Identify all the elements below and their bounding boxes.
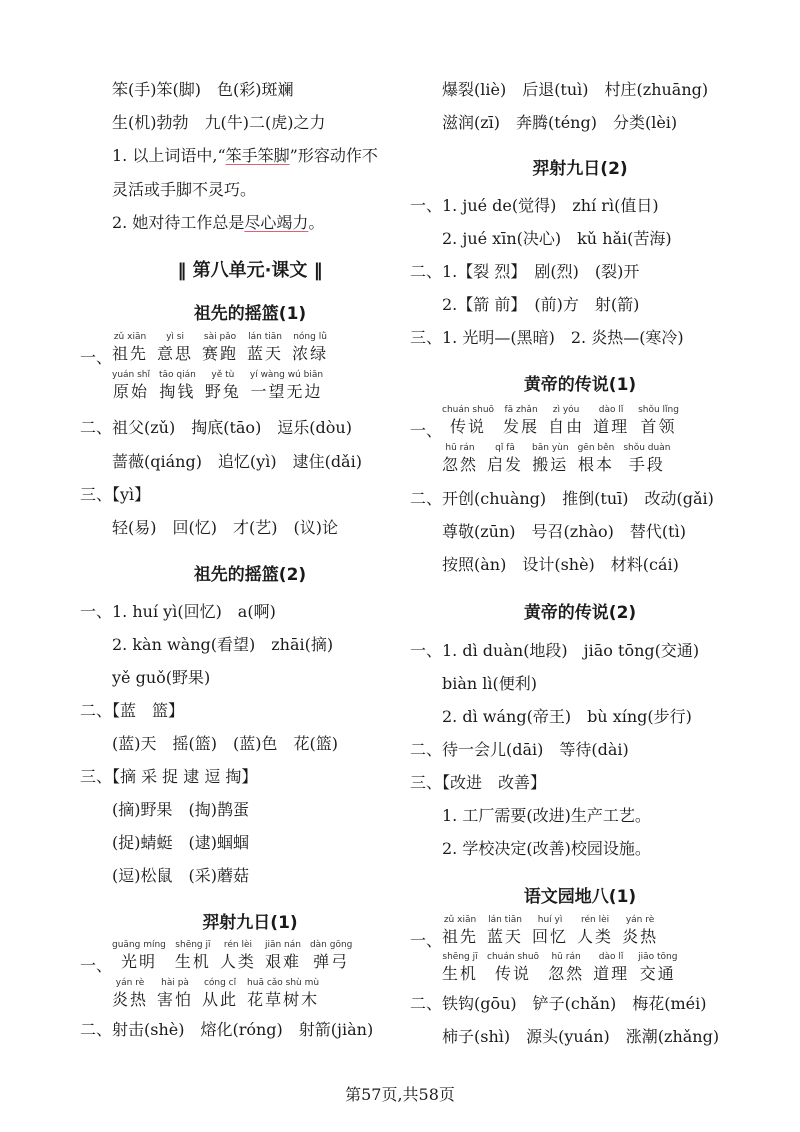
pinyin-word	[593, 405, 629, 438]
question-number: 一、	[410, 421, 443, 440]
pinyin-word	[487, 952, 539, 985]
answer-line: (捉)蜻蜓 (逮)蝈蝈	[112, 833, 249, 852]
question-3-line-2: 轻(易) 回(忆) 才(艺) (议)论	[112, 518, 338, 537]
hanzi-text: 道理	[593, 964, 630, 983]
pinyin-word	[112, 978, 148, 1011]
note-2-prefix: 2. 她对待工作总是	[112, 213, 245, 232]
section-title-zuxian-2: 祖先的摇篮(2)	[193, 565, 307, 585]
pinyin-text: chuán shuō	[487, 952, 540, 962]
pinyin-row	[442, 443, 679, 487]
hanzi-text: 原始	[113, 382, 150, 401]
hanzi-text: 炎热	[112, 990, 149, 1009]
pinyin-word	[250, 370, 323, 403]
hanzi-text: 掏钱	[159, 382, 196, 401]
pinyin-text: lán tiān	[248, 332, 282, 342]
answer-line: 一、1. jué de(觉得) zhí rì(值日)	[410, 196, 659, 215]
pinyin-text: huí yì	[537, 915, 563, 925]
hanzi-text: 搬运	[532, 455, 569, 474]
answer-line: 二、【蓝 篮】	[80, 701, 185, 720]
hanzi-text: 传说	[495, 964, 532, 983]
hanzi-text: 赛跑	[202, 344, 239, 363]
hanzi-text: 发展	[503, 417, 540, 436]
question-2-line-1: 二、祖父(zǔ) 掏底(tāo) 逗乐(dòu)	[80, 418, 352, 437]
pinyin-word	[157, 332, 193, 365]
pinyin-text: tāo qián	[159, 370, 196, 380]
pinyin-word	[442, 405, 494, 438]
pinyin-word	[532, 915, 568, 948]
pinyin-text: dào lǐ	[598, 952, 624, 962]
pinyin-word	[578, 443, 615, 476]
question-2-line-2: 柿子(shì) 源头(yuán) 涨潮(zhǎng)	[442, 1027, 720, 1046]
hanzi-text: 蓝天	[247, 344, 284, 363]
pinyin-word	[265, 940, 301, 973]
pinyin-text: jiāo tōng	[638, 952, 678, 962]
note-2-emph: 尽心竭力	[244, 213, 309, 232]
pinyin-text: yán rè	[625, 915, 655, 925]
pinyin-word	[112, 332, 148, 365]
pinyin-word	[577, 915, 613, 948]
hanzi-text: 祖先	[442, 927, 479, 946]
note-1-suffix: ”形容动作不	[289, 146, 378, 165]
hanzi-text: 花草树木	[247, 990, 320, 1009]
hanzi-text: 生机	[442, 964, 479, 983]
pinyin-text: bān yùn	[532, 443, 569, 453]
pinyin-text: rén lèi	[223, 940, 252, 950]
answer-line: (蓝)天 摇(篮) (蓝)色 花(篮)	[112, 734, 338, 753]
hanzi-text: 弹弓	[313, 952, 350, 971]
hanzi-text: 炎热	[622, 927, 659, 946]
pinyin-text: zǔ xiān	[113, 332, 147, 342]
pinyin-word	[175, 940, 211, 973]
hanzi-text: 人类	[219, 952, 256, 971]
idiom-line-2: 生(机)勃勃 九(牛)二(虎)之力	[112, 113, 326, 132]
hanzi-text: 忽然	[548, 964, 585, 983]
question-2-line: 二、射击(shè) 熔化(róng) 射箭(jiàn)	[80, 1020, 374, 1039]
answer-line: 1. 工厂需要(改进)生产工艺。	[442, 806, 651, 825]
pinyin-text: shēng jī	[442, 952, 478, 962]
pinyin-text: yuán shǐ	[112, 370, 151, 380]
pinyin-text: hū rán	[445, 443, 475, 453]
pinyin-row	[442, 952, 686, 996]
answer-line: 2.【箭 前】 (前)方 射(箭)	[442, 295, 640, 314]
pinyin-text: gēn běn	[577, 443, 615, 453]
hanzi-text: 忽然	[442, 455, 479, 474]
hanzi-text: 艰难	[264, 952, 301, 971]
pinyin-word	[503, 405, 539, 438]
section-title-zuxian-1: 祖先的摇篮(1)	[193, 304, 307, 324]
pinyin-word	[247, 332, 283, 365]
pinyin-text: qǐ fā	[495, 443, 515, 453]
pinyin-text: jiān nán	[264, 940, 301, 950]
hanzi-text: 自由	[548, 417, 585, 436]
pinyin-word	[638, 405, 679, 438]
answer-line: biàn lì(便利)	[442, 674, 538, 693]
pinyin-word	[548, 952, 584, 985]
pinyin-word	[159, 370, 196, 403]
note-1-line-2: 灵活或手脚不灵巧。	[112, 180, 257, 199]
hanzi-text: 祖先	[112, 344, 149, 363]
hanzi-text: 人类	[577, 927, 614, 946]
pinyin-text: dàn gōng	[309, 940, 353, 950]
question-2-line-1: 二、铁钩(gōu) 铲子(chǎn) 梅花(méi)	[410, 994, 707, 1013]
answer-line: 三、【摘 采 捉 逮 逗 掏】	[80, 767, 258, 786]
pinyin-word	[112, 370, 150, 403]
pinyin-text: lán tiān	[488, 915, 522, 925]
answer-line: 一、1. dì duàn(地段) jiāo tōng(交通)	[410, 641, 700, 660]
unit-title: ‖ 第八单元·课文 ‖	[177, 260, 323, 281]
hanzi-text: 手段	[628, 455, 665, 474]
pinyin-text: hū rán	[551, 952, 581, 962]
pinyin-word	[310, 940, 352, 973]
pinyin-word	[532, 443, 569, 476]
hanzi-text: 首领	[640, 417, 677, 436]
question-2-line-2: 尊敬(zūn) 号召(zhào) 替代(tì)	[442, 522, 686, 541]
answer-line: 2. dì wáng(帝王) bù xíng(步行)	[442, 707, 692, 726]
pinyin-row	[112, 370, 332, 414]
section-title-yishe-1: 羿射九日(1)	[202, 913, 298, 933]
hanzi-text: 蓝天	[487, 927, 524, 946]
pinyin-word	[220, 940, 256, 973]
hanzi-text: 从此	[202, 990, 239, 1009]
pinyin-word	[622, 915, 658, 948]
note-1-prefix: 1. 以上词语中,“	[112, 146, 226, 165]
pinyin-text: yán rè	[115, 978, 145, 988]
pinyin-word	[247, 978, 319, 1011]
hanzi-text: 交通	[639, 964, 676, 983]
question-2-line-2: 蔷薇(qiáng) 追忆(yì) 逮住(dǎi)	[112, 452, 362, 471]
note-1-quote: 笨手笨脚	[225, 146, 290, 165]
pinyin-text: yě tù	[211, 370, 235, 380]
answer-line: 二、1.【裂 烈】 剧(烈) (裂)开	[410, 262, 640, 281]
pinyin-text: nóng lǜ	[293, 332, 327, 342]
pinyin-text: rén lèi	[580, 915, 610, 925]
hanzi-text: 光明	[120, 952, 157, 971]
pinyin-text: sài pǎo	[203, 332, 237, 342]
continued-line-2: 滋润(zī) 奔腾(téng) 分类(lèi)	[442, 113, 678, 132]
pinyin-word	[593, 952, 629, 985]
hanzi-text: 浓绿	[292, 344, 329, 363]
pinyin-text: yí wàng wú biān	[249, 370, 324, 380]
pinyin-text: cóng cǐ	[203, 978, 237, 988]
hanzi-text: 生机	[174, 952, 211, 971]
pinyin-text: shǒu lǐng	[638, 405, 679, 415]
hanzi-text: 野兔	[204, 382, 241, 401]
hanzi-text: 根本	[577, 455, 614, 474]
pinyin-text: dào lǐ	[598, 405, 624, 415]
pinyin-word	[442, 915, 478, 948]
pinyin-text: zǔ xiān	[443, 915, 477, 925]
hanzi-text: 道理	[593, 417, 630, 436]
question-number: 一、	[410, 931, 443, 950]
pinyin-word	[112, 940, 166, 973]
pinyin-word	[623, 443, 670, 476]
page-footer: 第57页,共58页	[345, 1085, 455, 1104]
answer-line: 三、1. 光明—(黑暗) 2. 炎热—(寒冷)	[410, 328, 684, 347]
pinyin-word	[442, 952, 478, 985]
hanzi-text: 回忆	[532, 927, 569, 946]
note-1	[112, 146, 378, 166]
section-title-yuwen-8: 语文园地八(1)	[523, 887, 637, 907]
pinyin-text: zì yóu	[552, 405, 580, 415]
answer-line: (摘)野果 (掏)鹊蛋	[112, 800, 249, 819]
idiom-line-1: 笨(手)笨(脚) 色(彩)斑斓	[112, 80, 294, 99]
pinyin-row	[112, 978, 328, 1022]
answer-line: yě guǒ(野果)	[112, 668, 211, 687]
pinyin-word	[202, 978, 238, 1011]
hanzi-text: 意思	[157, 344, 194, 363]
pinyin-text: huā cǎo shù mù	[247, 978, 320, 988]
section-title-yishe-2: 羿射九日(2)	[532, 159, 628, 179]
answer-line: 二、待一会儿(dāi) 等待(dài)	[410, 740, 629, 759]
pinyin-text: fā zhǎn	[504, 405, 538, 415]
section-title-huangdi-1: 黄帝的传说(1)	[523, 375, 637, 395]
pinyin-text: shēng jī	[175, 940, 211, 950]
answer-line: 2. 学校决定(改善)校园设施。	[442, 839, 651, 858]
answer-line: 三、【改进 改善】	[410, 773, 547, 792]
question-2-line-3: 按照(àn) 设计(shè) 材料(cái)	[442, 555, 679, 574]
hanzi-text: 害怕	[157, 990, 194, 1009]
pinyin-text: shǒu duàn	[623, 443, 671, 453]
question-number: 一、	[80, 956, 113, 975]
hanzi-text: 一望无边	[250, 382, 323, 401]
answer-line: 2. jué xīn(决心) kǔ hǎi(苦海)	[442, 229, 672, 248]
pinyin-word	[442, 443, 478, 476]
answer-line: (逗)松鼠 (采)蘑菇	[112, 866, 249, 885]
continued-line-1: 爆裂(liè) 后退(tuì) 村庄(zhuāng)	[442, 80, 709, 99]
pinyin-text: yì si	[166, 332, 184, 342]
hanzi-text: 传说	[450, 417, 487, 436]
answer-line: 一、1. huí yì(回忆) a(啊)	[80, 602, 276, 621]
pinyin-word	[638, 952, 677, 985]
section-title-huangdi-2: 黄帝的传说(2)	[523, 603, 637, 623]
note-2	[112, 213, 324, 233]
pinyin-text: guāng míng	[112, 940, 166, 950]
pinyin-word	[157, 978, 193, 1011]
question-2-line-1: 二、开创(chuàng) 推倒(tuī) 改动(gǎi)	[410, 489, 714, 508]
pinyin-text: hài pà	[161, 978, 189, 988]
note-2-suffix: 。	[308, 213, 325, 232]
pinyin-word	[292, 332, 328, 365]
question-3-line-1: 三、【yì】	[80, 485, 151, 504]
pinyin-text: chuán shuō	[442, 405, 495, 415]
pinyin-word	[487, 443, 523, 476]
answer-line: 2. kàn wàng(看望) zhāi(摘)	[112, 635, 334, 654]
pinyin-word	[487, 915, 523, 948]
hanzi-text: 启发	[487, 455, 524, 474]
pinyin-word	[548, 405, 584, 438]
pinyin-word	[202, 332, 238, 365]
pinyin-word	[205, 370, 241, 403]
question-number: 一、	[80, 348, 113, 367]
